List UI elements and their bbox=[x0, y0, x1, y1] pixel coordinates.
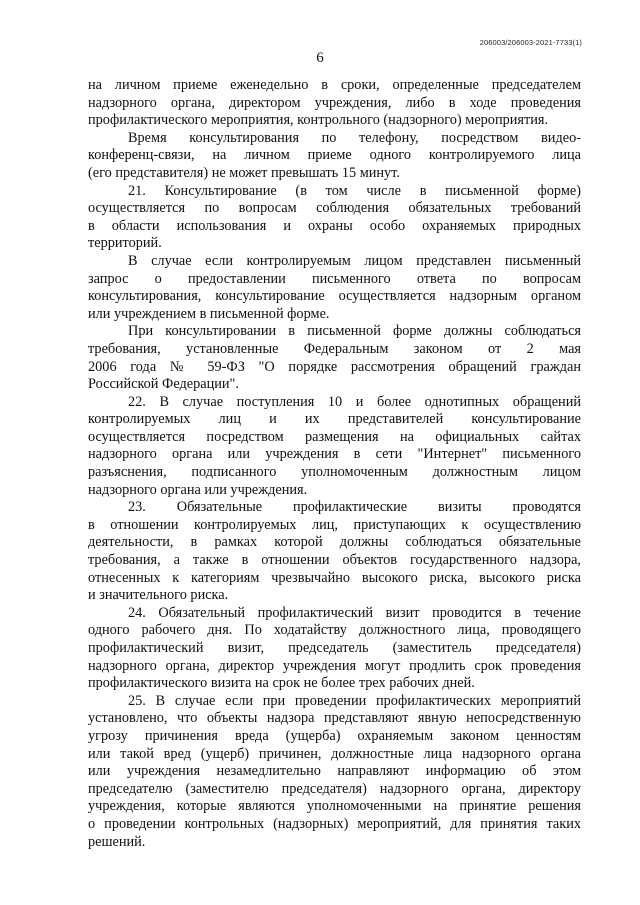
text-line: профилактического мероприятия, контрольного (надзорного) мероприятия. bbox=[88, 112, 549, 129]
text-line: профилактического визита на срок не более трех рабочих дней. bbox=[88, 675, 475, 692]
text-line: угрозу причинения вреда (ущерба) охраняемым законом ценностям bbox=[88, 727, 581, 744]
paragraph bbox=[88, 253, 581, 323]
text-line: требования, а также в отношении объектов государственного надзора, bbox=[88, 552, 581, 569]
text-line: (его представителя) не может превышать 15 минут. bbox=[88, 164, 400, 181]
text-line: требования, установленные Федеральным законом от 2 мая bbox=[88, 340, 581, 357]
text-line: При консультировании в письменной форме должны соблюдаться bbox=[128, 323, 581, 340]
text-line: запрос о предоставлении письменного ответа по вопросам bbox=[88, 270, 581, 287]
text-line: В случае если контролируемым лицом представлен письменный bbox=[128, 252, 581, 269]
text-line: 22. В случае поступления 10 и более однотипных обращений bbox=[128, 393, 581, 410]
page-number: 6 bbox=[316, 50, 324, 66]
text-line: надзорного органа или учреждения в сети "Интернет" письменного bbox=[88, 446, 581, 463]
paragraph bbox=[88, 130, 581, 183]
paragraph bbox=[88, 693, 581, 851]
text-line: надзорного органа или учреждения. bbox=[88, 481, 308, 498]
text-line: 21. Консультирование (в том числе в письменной форме) bbox=[128, 182, 581, 199]
paragraph bbox=[88, 323, 581, 393]
document-body bbox=[88, 77, 581, 851]
text-line: Российской Федерации". bbox=[88, 376, 239, 393]
text-line: решений. bbox=[88, 833, 146, 850]
text-line: отнесенных к категориям чрезвычайно высокого риска, высокого риска bbox=[88, 569, 581, 586]
text-line: консультирования, консультирование осуществляется надзорным органом bbox=[88, 288, 581, 305]
text-line: территорий. bbox=[88, 235, 162, 252]
text-line: в области использования и охраны особо охраняемых природных bbox=[88, 217, 581, 234]
document-code: 206003/206003-2021-7733(1) bbox=[479, 38, 582, 47]
text-line: осуществляется посредством размещения на официальных сайтах bbox=[88, 428, 581, 445]
paragraph bbox=[88, 605, 581, 693]
text-line: на личном приеме еженедельно в сроки, определенные председателем bbox=[88, 77, 581, 93]
text-line: о проведении контрольных (надзорных) мероприятий, для принятия таких bbox=[88, 815, 581, 832]
text-line: деятельности, в рамках которой должны соблюдаться обязательные bbox=[88, 534, 581, 551]
text-line: или учреждением в письменной форме. bbox=[88, 305, 330, 322]
paragraph bbox=[88, 183, 581, 253]
paragraph bbox=[88, 77, 581, 130]
text-line: и значительного риска. bbox=[88, 587, 229, 604]
text-line: установлено, что объекты надзора представляют явную непосредственную bbox=[88, 710, 581, 727]
text-line: одного рабочего дня. По ходатайству должностного лица, проводящего bbox=[88, 622, 581, 639]
text-line: 25. В случае если при проведении профилактических мероприятий bbox=[128, 692, 581, 709]
text-line: 24. Обязательный профилактический визит проводится в течение bbox=[128, 604, 581, 621]
text-line: Время консультирования по телефону, посредством видео- bbox=[128, 129, 581, 146]
text-line: 2006 года № 59-ФЗ "О порядке рассмотрения обращений граждан bbox=[88, 358, 581, 375]
text-line: разъяснения, подписанного уполномоченным должностным лицом bbox=[88, 464, 581, 481]
paragraph bbox=[88, 499, 581, 605]
text-line: надзорного органа, директором учреждения, либо в ходе проведения bbox=[88, 94, 581, 111]
text-line: профилактический визит, председатель (заместитель председателя) bbox=[88, 640, 581, 656]
text-line: осуществляется по вопросам соблюдения обязательных требований bbox=[88, 200, 581, 217]
text-line: или учреждения незамедлительно направляют информацию об этом bbox=[88, 763, 581, 780]
text-line: учреждения, которые являются уполномоченными на принятие решения bbox=[88, 798, 581, 815]
text-line: контролируемых лиц и их представителей консультирование bbox=[88, 411, 581, 428]
text-line: 23. Обязательные профилактические визиты проводятся bbox=[128, 499, 581, 516]
text-line: надзорного органа, директор учреждения могут продлить срок проведения bbox=[88, 657, 581, 674]
text-line: или такой вред (ущерб) причинен, должностные лица надзорного органа bbox=[88, 745, 581, 762]
paragraph bbox=[88, 394, 581, 500]
text-line: в отношении контролируемых лиц, приступающих к осуществлению bbox=[88, 516, 581, 533]
text-line: председателю (заместителю председателя) надзорного органа, директору bbox=[88, 780, 581, 797]
text-line: конференц-связи, на личном приеме одного контролируемого лица bbox=[88, 147, 581, 164]
